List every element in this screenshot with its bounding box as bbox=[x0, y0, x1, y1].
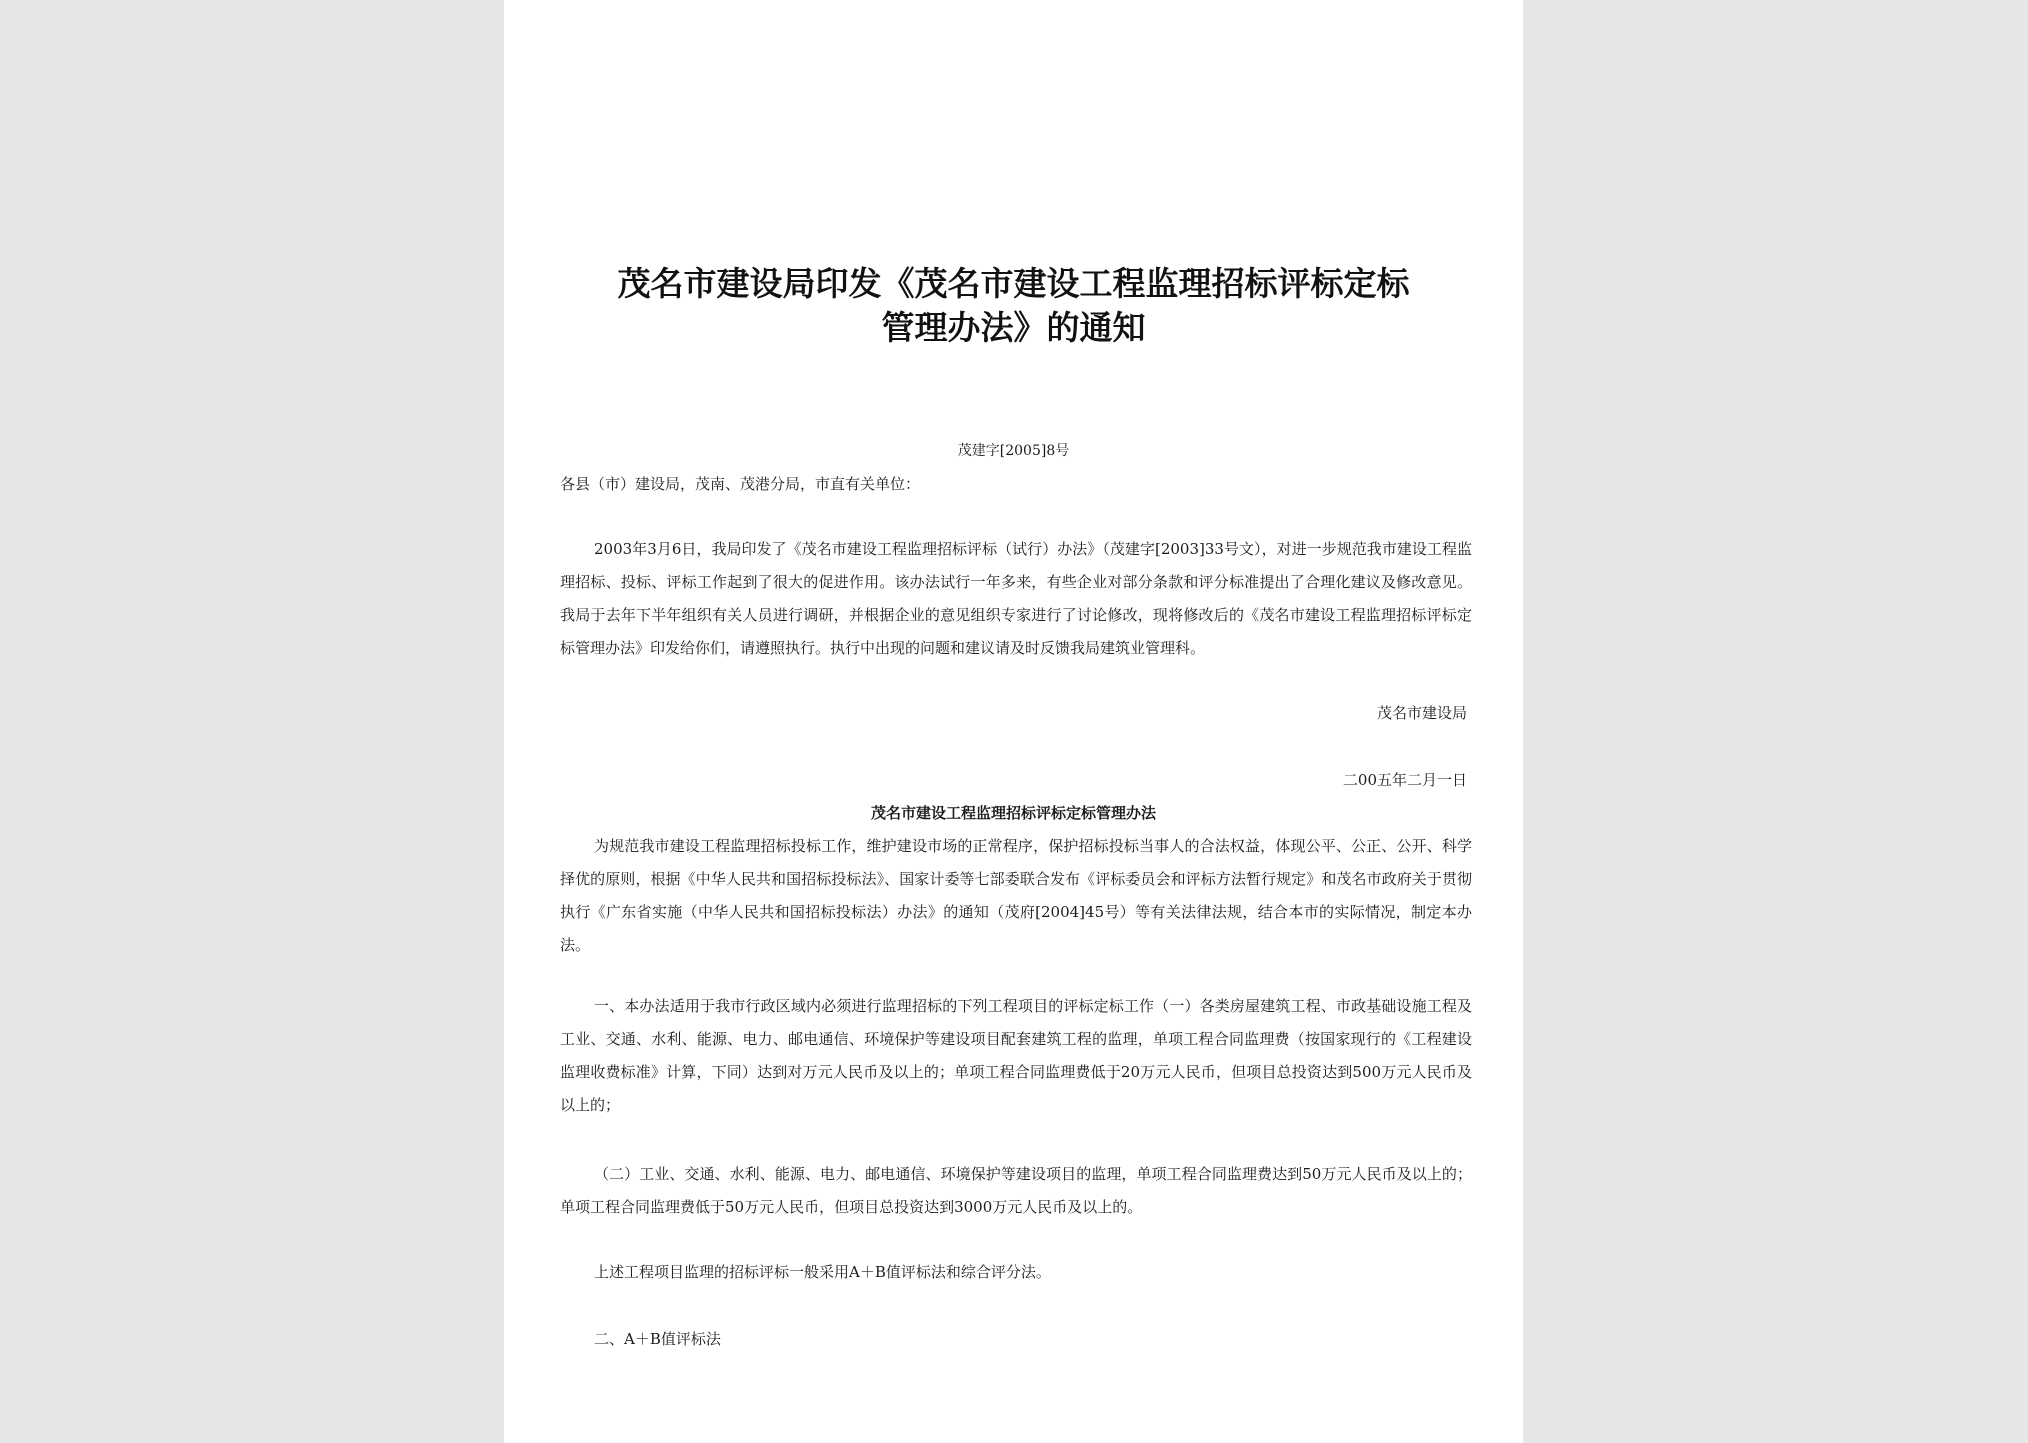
issue-date: 二00五年二月一日 bbox=[1342, 771, 1467, 789]
signer: 茂名市建设局 bbox=[1376, 704, 1467, 722]
document-number: 茂建字[2005]8号 bbox=[957, 443, 1070, 459]
paragraph-methods: 上述工程项目监理的招标评标一般采用A＋B值评标法和综合评分法。 bbox=[594, 1263, 1051, 1281]
viewer-background-right bbox=[1523, 0, 2028, 1443]
title-line-2: 管理办法》的通知 bbox=[881, 308, 1146, 347]
section-heading-ab-method: 二、A＋B值评标法 bbox=[594, 1330, 721, 1348]
paragraph-notice-body: 2003年3月6日，我局印发了《茂名市建设工程监理招标评标（试行）办法》（茂建字[2003]33号文），对进一步规范我市建设工程监理招标、投标、评标工作起到了很大的促进作用。该办法试行一年多来，有些企业对部分条款和评分标准提出了合理化建议及修改意见。我局于去年下半年组织有关人员进行调研，并根据企业的意见组织专家进行了讨论修改，现将修改后的《茂名市建设工程监理招标评标定标管理办法》印发给你们，请遵照执行。执行中出现的问题和建议请及时反馈我局建筑业管理科。 bbox=[560, 540, 1472, 657]
viewer-background-left bbox=[0, 0, 504, 1443]
addressee: 各县（市）建设局，茂南、茂港分局，市直有关单位： bbox=[560, 475, 921, 493]
paragraph-scope-1: 一、本办法适用于我市行政区域内必须进行监理招标的下列工程项目的评标定标工作（一）各类房屋建筑工程、市政基础设施工程及工业、交通、水利、能源、电力、邮电通信、环境保护等建设项目配套建筑工程的监理，单项工程合同监理费（按国家现行的《工程建设监理收费标准》计算，下同）达到对万元人民币及以上的；单项工程合同监理费低于20万元人民币，但项目总投资达到500万元人民币及以上的； bbox=[560, 997, 1472, 1114]
title-line-1: 茂名市建设局印发《茂名市建设工程监理招标评标定标 bbox=[617, 264, 1410, 303]
regulation-title: 茂名市建设工程监理招标评标定标管理办法 bbox=[870, 804, 1156, 822]
document-page bbox=[504, 0, 1523, 1443]
document-title bbox=[549, 262, 1478, 350]
paragraph-scope-2: （二）工业、交通、水利、能源、电力、邮电通信、环境保护等建设项目的监理，单项工程合同监理费达到50万元人民币及以上的；单项工程合同监理费低于50万元人民币，但项目总投资达到3000万元人民币及以上的。 bbox=[560, 1165, 1472, 1216]
paragraph-preamble: 为规范我市建设工程监理招标投标工作，维护建设市场的正常程序，保护招标投标当事人的合法权益，体现公平、公正、公开、科学择优的原则，根据《中华人民共和国招标投标法》、国家计委等七部委联合发布《评标委员会和评标方法暂行规定》和茂名市政府关于贯彻执行《广东省实施（中华人民共和国招标投标法）办法》的通知（茂府[2004]45号）等有关法律法规，结合本市的实际情况，制定本办法。 bbox=[560, 837, 1472, 954]
